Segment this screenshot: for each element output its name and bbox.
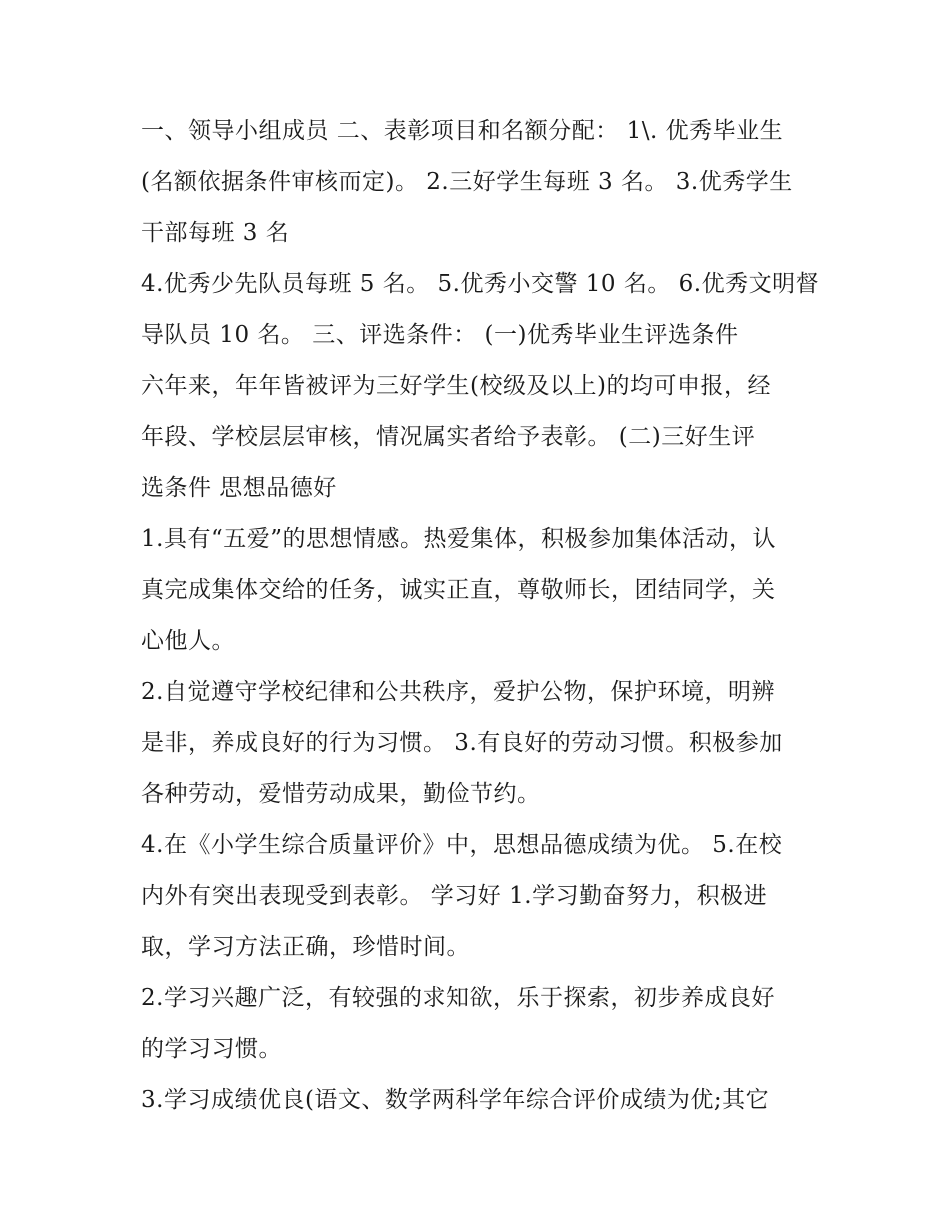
text-line-20: 3.学习成绩优良(语文、数学两科学年综合评价成绩为优;其它 <box>141 1087 770 1113</box>
text-line-4: 4.优秀少先队员每班 5 名。 5.优秀小交警 10 名。 6.优秀文明督 <box>141 271 820 297</box>
text-line-17: 取，学习方法正确，珍惜时间。 <box>141 934 470 960</box>
text-line-14: 各种劳动，爱惜劳动成果，勤俭节约。 <box>141 781 541 807</box>
text-line-11: 心他人。 <box>141 628 235 654</box>
text-line-18: 2.学习兴趣广泛，有较强的求知欲，乐于探索，初步养成良好 <box>141 985 775 1011</box>
text-line-6: 六年来，年年皆被评为三好学生(校级及以上)的均可申报，经 <box>141 373 771 399</box>
text-line-9: 1.具有“五爱”的思想情感。热爱集体，积极参加集体活动，认 <box>141 526 776 552</box>
text-line-10: 真完成集体交给的任务，诚实正直，尊敬师长，团结同学，关 <box>141 577 776 603</box>
text-line-19: 的学习习惯。 <box>141 1036 282 1062</box>
text-line-8: 选条件 思想品德好 <box>141 475 337 501</box>
text-line-12: 2.自觉遵守学校纪律和公共秩序，爱护公物，保护环境，明辨 <box>141 679 775 705</box>
text-line-3: 干部每班 3 名 <box>141 220 290 246</box>
text-line-15: 4.在《小学生综合质量评价》中，思想品德成绩为优。 5.在校 <box>141 832 783 858</box>
text-line-16: 内外有突出表现受到表彰。 学习好 1.学习勤奋努力，积极进 <box>141 883 768 909</box>
document-body <box>141 106 821 1126</box>
text-line-5: 导队员 10 名。 三、评选条件： (一)优秀毕业生评选条件 <box>141 322 739 348</box>
text-line-1: 一、领导小组成员 二、表彰项目和名额分配： 1\. 优秀毕业生 <box>141 118 784 144</box>
text-line-2: (名额依据条件审核而定)。 2.三好学生每班 3 名。 3.优秀学生 <box>141 169 793 195</box>
text-line-7: 年段、学校层层审核，情况属实者给予表彰。 (二)三好生评 <box>141 424 756 450</box>
text-line-13: 是非，养成良好的行为习惯。 3.有良好的劳动习惯。积极参加 <box>141 730 783 756</box>
